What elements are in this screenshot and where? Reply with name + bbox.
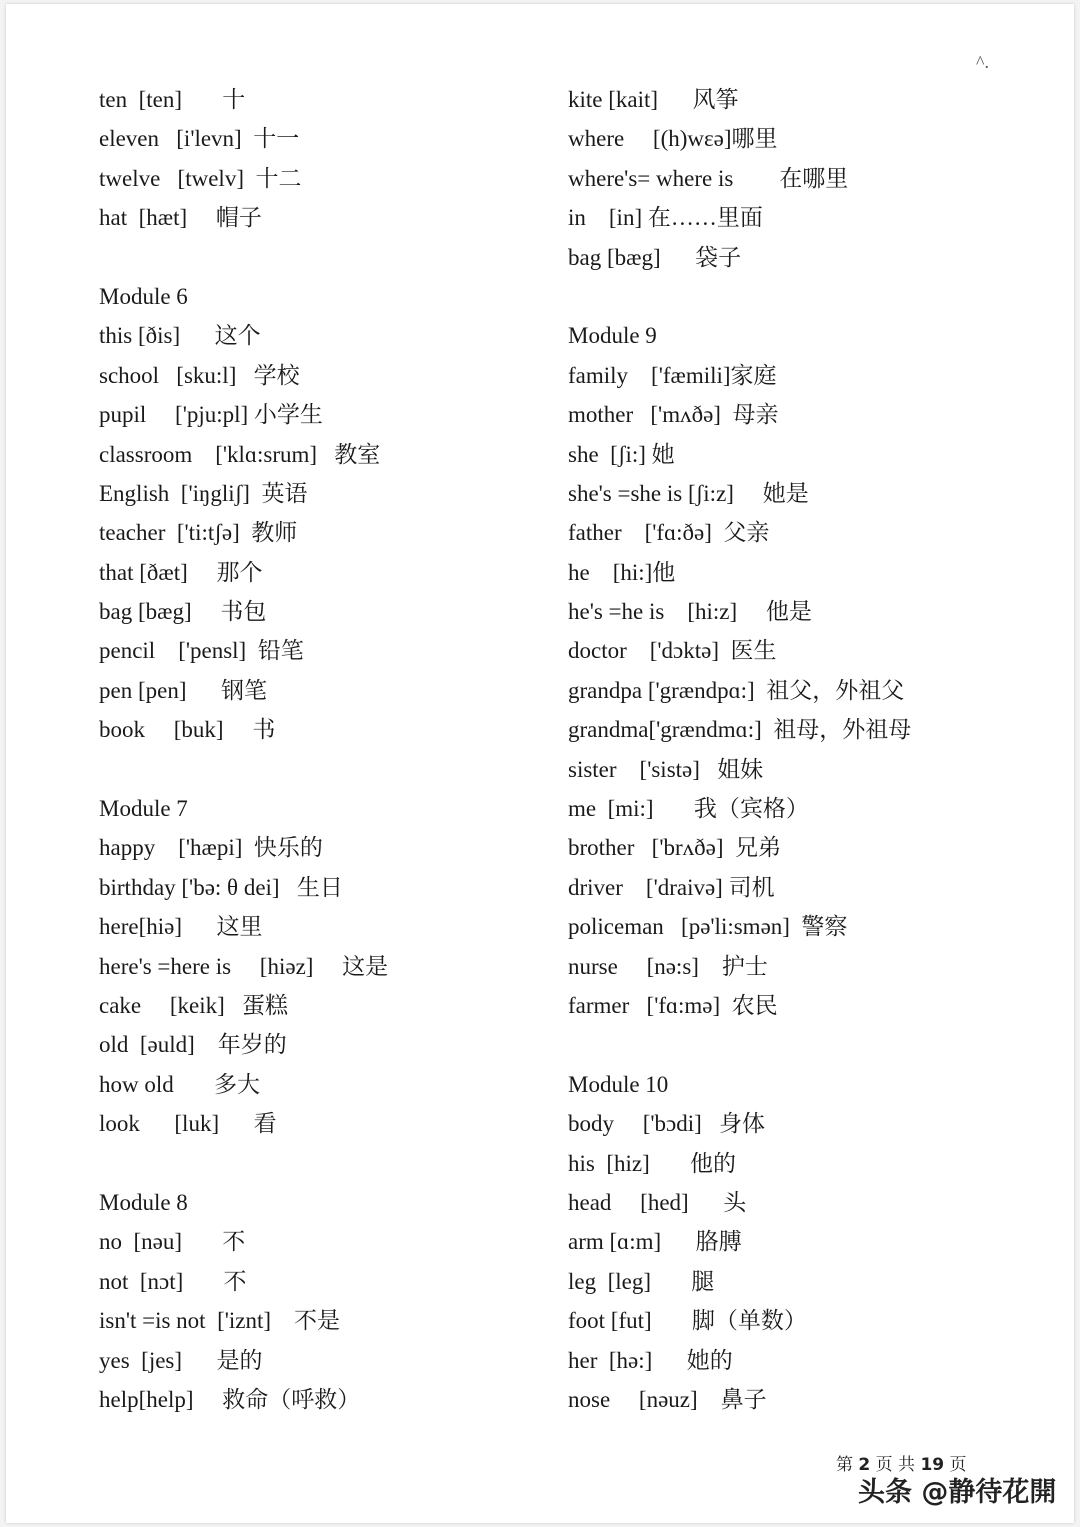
vocab-entry: school [sku:l] 学校: [99, 362, 300, 388]
vocab-entry: how old 多大: [99, 1071, 260, 1097]
vocab-entry: where [(h)wεə]哪里: [568, 126, 778, 152]
module-heading: Module 8: [99, 1189, 188, 1215]
vocab-entry: in [in] 在……里面: [568, 205, 763, 231]
vocab-entry: twelve [twelv] 十二: [99, 165, 302, 191]
page-middle: 页 共: [875, 1455, 916, 1475]
vocab-entry: no [nəu] 不: [99, 1229, 246, 1255]
vocab-entry: leg [leg] 腿: [568, 1268, 715, 1294]
vocab-entry: pencil ['pensl] 铅笔: [99, 638, 304, 664]
vocab-entry: book [buk] 书: [99, 717, 276, 743]
vocab-entry: kite [kait] 风筝: [568, 87, 739, 112]
vocab-entry: nurse [nə:s] 护士: [568, 953, 768, 979]
vocab-entry: mother ['mʌðə] 母亲: [568, 402, 779, 428]
vocab-entry: cake [keik] 蛋糕: [99, 992, 289, 1018]
vocab-entry: foot [fut] 脚（单数）: [568, 1308, 807, 1334]
page-prefix: 第: [836, 1455, 853, 1475]
vocab-entry: grandpa ['grændpɑ:] 祖父，外祖父: [568, 677, 905, 703]
vocab-entry: hat [hæt] 帽子: [99, 205, 262, 231]
vocab-entry: doctor ['dɔktə] 医生: [568, 638, 777, 664]
vocab-entry: not [nɔt] 不: [99, 1268, 247, 1294]
vocab-entry: she [ʃi:] 她: [568, 441, 675, 467]
blank-line: [568, 1025, 911, 1064]
vocab-entry: family ['fæmili]家庭: [568, 362, 777, 388]
total-pages: 19: [920, 1455, 945, 1475]
vocab-entry: birthday ['bə: θ dei] 生日: [99, 874, 343, 900]
vocab-entry: driver ['draivə] 司机: [568, 874, 775, 900]
vocab-entry: he [hi:]他: [568, 559, 676, 585]
vocab-entry: classroom ['klɑ:srum] 教室: [99, 441, 381, 467]
vocab-entry: body ['bɔdi] 身体: [568, 1111, 766, 1137]
vocab-entry: father ['fɑ:ðə] 父亲: [568, 520, 770, 546]
vocab-entry: pen [pen] 钢笔: [99, 677, 267, 703]
vocab-entry: look [luk] 看: [99, 1111, 277, 1137]
vocab-entry: brother ['brʌðə] 兄弟: [568, 835, 781, 861]
vocab-entry: pupil ['pju:pl] 小学生: [99, 402, 323, 428]
vocab-entry: her [hə:] 她的: [568, 1347, 733, 1373]
vocab-entry: she's =she is [ʃi:z] 她是: [568, 480, 809, 506]
vocab-entry: bag [bæg] 袋子: [568, 244, 742, 270]
left-column: [99, 80, 388, 1419]
vocab-entry: sister ['sistə] 姐妹: [568, 756, 764, 782]
vocab-entry: me [mi:] 我（宾格）: [568, 796, 809, 822]
vocab-entry: arm [ɑ:m] 胳膊: [568, 1229, 742, 1255]
module-heading: Module 9: [568, 323, 657, 349]
vocab-entry: happy ['hæpi] 快乐的: [99, 835, 323, 861]
blank-line: [99, 238, 388, 277]
vocab-entry: nose [nəuz] 鼻子: [568, 1386, 767, 1412]
watermark: 头条 @静待花開: [858, 1477, 1057, 1508]
vocab-entry: head [hed] 头: [568, 1189, 747, 1215]
vocab-entry: eleven [i'levn] 十一: [99, 126, 300, 152]
vocab-entry: policeman [pə'li:smən] 警察: [568, 914, 848, 940]
vocab-entry: that [ðæt] 那个: [99, 559, 263, 585]
corner-mark: ^.: [976, 52, 989, 72]
vocab-entry: grandma['grændmɑ:] 祖母，外祖母: [568, 717, 912, 743]
vocab-entry: old [əuld] 年岁的: [99, 1032, 287, 1058]
vocab-entry: where's= where is 在哪里: [568, 165, 849, 191]
vocab-entry: bag [bæg] 书包: [99, 599, 267, 625]
vocab-entry: here's =here is [hiəz] 这是: [99, 953, 389, 979]
right-column: [568, 80, 911, 1419]
vocab-entry: yes [jes] 是的: [99, 1347, 263, 1373]
vocab-entry: English ['iŋgliʃ] 英语: [99, 480, 308, 506]
vocab-entry: here[hiə] 这里: [99, 914, 263, 940]
module-heading: Module 6: [99, 283, 188, 309]
module-heading: Module 10: [568, 1071, 669, 1097]
blank-line: [99, 750, 388, 789]
page-suffix: 页: [949, 1455, 967, 1475]
vocab-entry: ten [ten] 十: [99, 87, 246, 112]
document-page: [6, 4, 1074, 1523]
vocab-entry: he's =he is [hi:z] 他是: [568, 599, 812, 625]
module-heading: Module 7: [99, 796, 188, 822]
blank-line: [99, 1144, 388, 1183]
current-page: 2: [858, 1455, 871, 1475]
vocab-entry: this [ðis] 这个: [99, 323, 261, 349]
vocab-entry: his [hiz] 他的: [568, 1150, 737, 1176]
blank-line: [568, 277, 911, 316]
vocab-entry: farmer ['fɑ:mə] 农民: [568, 992, 778, 1018]
vocab-entry: teacher ['ti:tʃə] 教师: [99, 520, 298, 546]
vocab-entry: help[help] 救命（呼救）: [99, 1386, 361, 1412]
vocab-entry: isn't =is not ['iznt] 不是: [99, 1308, 341, 1334]
